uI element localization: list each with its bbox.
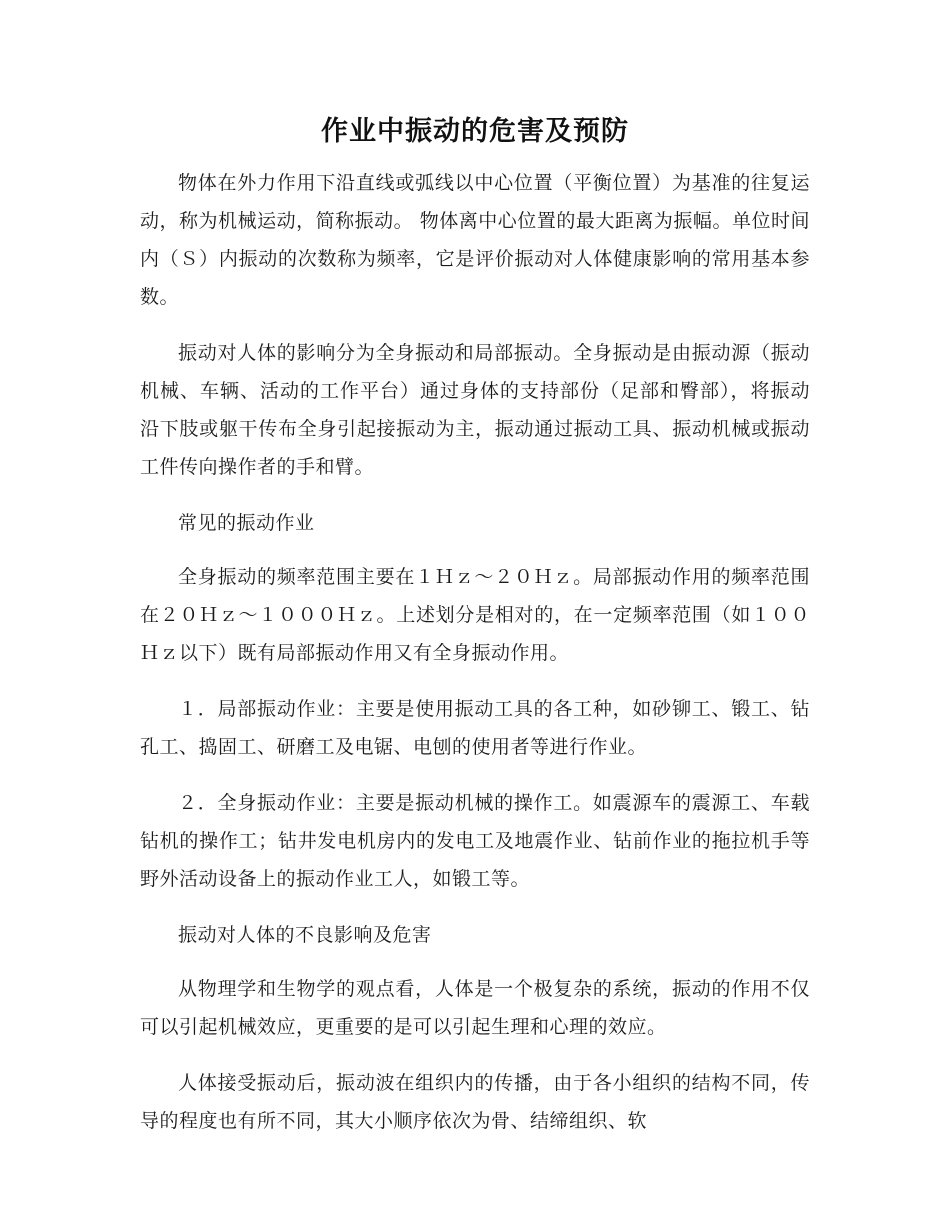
paragraph-physics-biology: 从物理学和生物学的观点看，人体是一个极复杂的系统，振动的作用不仅可以引起机械效应，更重要的是可以引起生理和心理的效应。 — [140, 978, 810, 1038]
list-item-local-vibration: １．局部振动作业：主要是使用振动工具的各工种，如砂铆工、锻工、钻孔工、捣固工、研磨工及电锯、电刨的使用者等进行作业。 — [140, 698, 810, 758]
list-item-whole-body-vibration: ２．全身振动作业：主要是振动机械的操作工。如震源车的震源工、车载钻机的操作工；钻井发电机房内的发电工及地震作业、钻前作业的拖拉机手等野外活动设备上的振动作业工人，如锻工等。 — [140, 792, 810, 890]
document-page — [140, 110, 810, 1158]
document-title: 作业中振动的危害及预防 — [321, 116, 629, 147]
paragraph-frequency-range: 全身振动的频率范围主要在１Ｈｚ～２０Ｈｚ。局部振动作用的频率范围在２０Ｈｚ～１０００Ｈｚ。上述划分是相对的，在一定频率范围（如１００Ｈｚ以下）既有局部振动作用又有全身振动作用。 — [140, 566, 810, 664]
paragraph-vibration-definition: 物体在外力作用下沿直线或弧线以中心位置（平衡位置）为基准的往复运动，称为机械运动，简称振动。 物体离中心位置的最大距离为振幅。单位时间内（Ｓ）内振动的次数称为频率，它是评价振动对人体健康影响的常用基本参数。 — [140, 172, 810, 308]
section-heading-common-work: 常见的振动作业 — [178, 512, 315, 534]
paragraph-wave-propagation: 人体接受振动后，振动波在组织内的传播，由于各小组织的结构不同，传导的程度也有所不同，其大小顺序依次为骨、结缔组织、软 — [140, 1072, 810, 1132]
paragraph-whole-body-local: 振动对人体的影响分为全身振动和局部振动。全身振动是由振动源（振动机械、车辆、活动的工作平台）通过身体的支持部份（足部和臀部），将振动沿下肢或躯干传布全身引起接振动为主，振动通过振动工具、振动机械或振动工件传向操作者的手和臂。 — [140, 342, 810, 478]
section-heading-harmful-effects: 振动对人体的不良影响及危害 — [178, 924, 432, 946]
